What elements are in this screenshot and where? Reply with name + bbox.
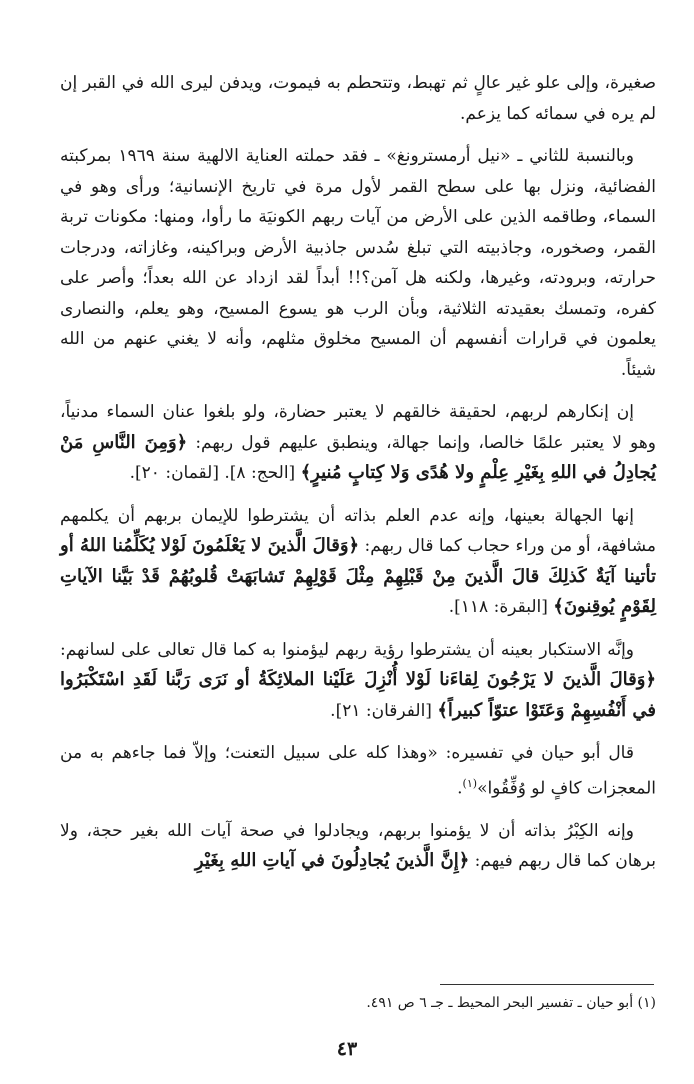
quran-verse: ﴿وَقالَ الَّذينَ لا يَعْلَمُونَ لَوْلا يُكَلِّمُنا اللهُ أو تأتينا آيَةٌ كَذلِكَ قالَ الَّذينَ مِنْ قَبْلِهِمْ مِثْلَ قَوْلِهِمْ تَشابَهَتْ قُلوبُهُمْ قَدْ بَيَّنا الآياتِ لِقَوْمٍ يُوقِنونَ﴾ [60, 535, 656, 617]
quran-verse: ﴿وَقالَ الَّذينَ لا يَرْجُونَ لِقاءَنا لَوْلا أُنْزِلَ عَلَيْنا الملائِكَةُ أو نَرَى رَبَّنا لَقَدِ اسْتَكْبَرُوا في أَنْفُسِهِمْ وَعَتَوْا عتوّاً كبيراً﴾ [60, 669, 656, 721]
text-run: صغيرة، وإلى علو غير عالٍ ثم تهبط، وتتحطم به فيموت، ويدفن ليرى الله في القبر إن لم يره في سمائه كما يزعم. [60, 73, 656, 124]
paragraph [60, 738, 656, 804]
footnote-divider [440, 984, 654, 985]
paragraph [60, 68, 656, 129]
text-run: وإنه الكِبْرُ بذاته أن لا يؤمنوا بربهم، ويجادلوا في صحة آيات الله بغير حجة، ولا برهان كما قال ربهم فيهم: [60, 820, 656, 872]
footnote: (١) أبو حيان ـ تفسير البحر المحيط ـ جـ ٦ ص ٤٩١. [366, 995, 656, 1011]
text-run: [الحج: ٨]. [لقمان: ٢٠]. [129, 463, 301, 483]
paragraph [60, 501, 656, 623]
text-run: إنها الجهالة بعينها، وإنه عدم العلم بذاته أن يشترطوا للإيمان بربهم أن يكلمهم مشافهة، أو من وراء حجاب كما قال ربهم: [60, 505, 656, 556]
main-text [60, 68, 656, 889]
text-run: وبالنسبة للثاني ـ «نيل أرمسترونغ» ـ فقد حملته العناية الالهية سنة ١٩٦٩ بمركبته الفضائية، ونزل بها على سطح القمر لأول مرة في تاريخ الإنسانية؛ ورأى وهو في السماء، وطاقمه الذين على الأرض من آيات ربهم الكونيَة ما رأوا، ومنها: مكونات تربة القمر، وصخوره، وجاذبيته التي تبلغ سُدس جاذبية الأرض وبراكينه، وغازاته، ودرجات حرارته، وبرودته، وغيرها، ولكنه هل آمن؟!! أبداً لقد ازداد عن الله بعداً؛ وأصر على كفره، وتمسك بعقيدته الثلاثية، وبأن الرب هو يسوع المسيح، وهو يعلم، والنصارى يعلمون في قرارات أنفسهم أن المسيح مخلوق مثلهم، وأنه لا يغني عنهم من الله شيئاً. [60, 146, 656, 380]
text-run: [الفرقان: ٢١]. [330, 700, 438, 721]
page-number: ٤٣ [336, 1038, 358, 1060]
paragraph [60, 816, 656, 877]
quran-verse: ﴿وَمِنَ النَّاسِ مَنْ يُجادِلُ في اللهِ بِغَيْرِ عِلْمٍ ولا هُدًى وَلا كِتابٍ مُنيرٍ﴾ [60, 431, 656, 483]
paragraph [60, 397, 656, 489]
text-run: إن إنكارهم لربهم، لحقيقة خالقهم لا يعتبر حضارة، ولو بلغوا عنان السماء مدنياً، وهو لا يعتبر علمًا خالصا، وإنما جهالة، وينطبق عليهم قول ربهم: [60, 402, 656, 453]
quran-verse: ﴿إِنَّ الَّذينَ يُجادِلُونَ في آياتِ اللهِ بِغَيْرِ [194, 850, 470, 872]
text-run: قال أبو حيان في تفسيره: «وهذا كله على سبيل التعنت؛ وإلاّ فما جاءهم به من المعجزات كافٍ لو وُفِّقُوا» [60, 743, 656, 799]
paragraph [60, 141, 656, 385]
footnote-reference: (١) [462, 776, 478, 790]
text-run: . [457, 778, 463, 799]
text-run: [البقرة: ١١٨]. [448, 597, 554, 617]
text-run: وإنَّه الاستكبار بعينه أن يشترطوا رؤية ربهم ليؤمنوا به كما قال تعالى على لسانهم: [60, 639, 634, 660]
paragraph [60, 635, 656, 727]
